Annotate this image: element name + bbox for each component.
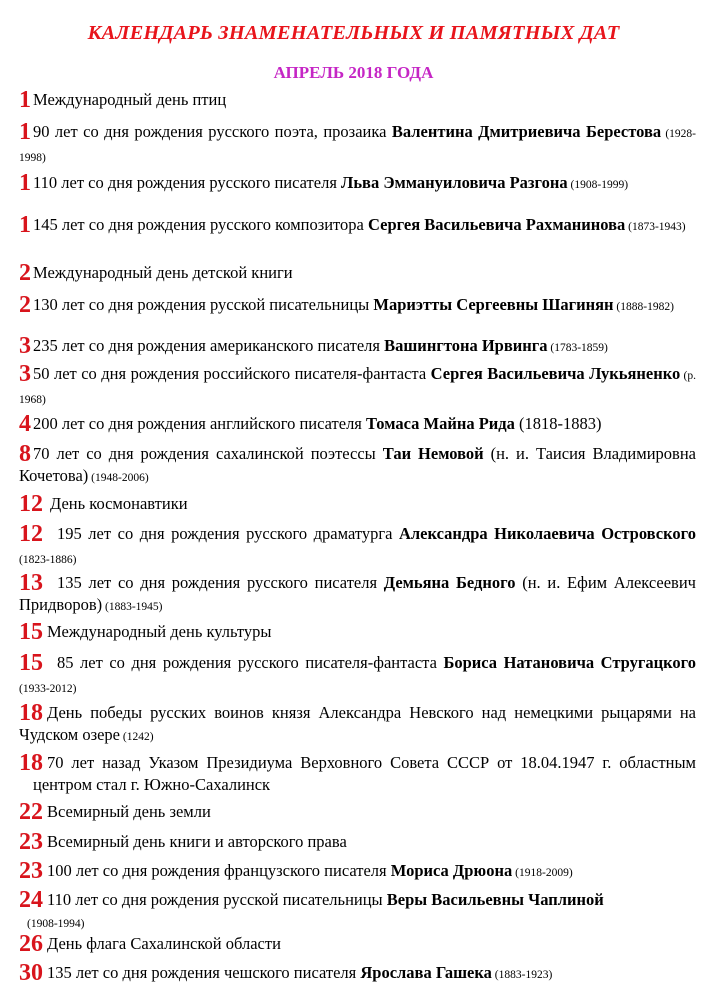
entry-text: 50 лет со дня рождения российского писателя-фантаста Сергея Васильевича Лукьяненко (р. 1968) [19, 364, 696, 406]
entry-text: 100 лет со дня рождения французского писателя Мориса Дрюона (1918-2009) [47, 861, 573, 880]
life-years: (1823-1886) [19, 554, 77, 566]
person-name: Сергея Васильевича Рахманинова [368, 215, 626, 234]
entry-text: 195 лет со дня рождения русского драматурга Александра Николаевича Островского (1823-1886) [19, 524, 696, 566]
life-years: (1928-1998) [19, 128, 696, 164]
month-subtitle: АПРЕЛЬ 2018 ГОДА [273, 63, 434, 82]
entry-text: 200 лет со дня рождения английского писателя Томаса Майна Рида (1818-1883) [33, 414, 602, 433]
life-years: (1908-1994) [27, 918, 85, 930]
person-name: Ярослава Гашека [360, 963, 492, 982]
life-years: (1783-1859) [547, 342, 608, 354]
calendar-entry [19, 172, 696, 196]
entry-day: 18 [19, 750, 43, 776]
entry-day: 8 [19, 441, 31, 467]
entry-day: 26 [19, 931, 43, 957]
entry-day: 2 [19, 260, 31, 286]
person-name: Александра Николаевича Островского [398, 524, 696, 543]
calendar-entry [19, 89, 696, 111]
entry-day: 2 [19, 292, 31, 318]
entry-text: 70 лет со дня рождения сахалинской поэтессы Таи Немовой (н. и. Таисия Владимировна Кочетова) (1948-2006) [19, 444, 696, 485]
real-name: Ефим Алексеевич Придворов [19, 573, 696, 614]
person-name: Вашингтона Ирвинга [384, 336, 548, 355]
calendar-entry [19, 889, 696, 935]
life-years: (1888-1982) [613, 301, 674, 313]
person-name: Мариэтты Сергеевны Шагинян [373, 295, 614, 314]
entry-text: 90 лет со дня рождения русского поэта, прозаика Валентина Дмитриевича Берестова (1928-1998) [19, 122, 696, 164]
person-name: Валентина Дмитриевича Берестова [391, 122, 662, 141]
life-years: (1883-1923) [491, 969, 553, 981]
entry-day: 1 [19, 212, 31, 238]
entry-text: 145 лет со дня рождения русского композитора Сергея Васильевича Рахманинова (1873-1943) [33, 215, 686, 234]
calendar-entry [19, 572, 696, 618]
life-years: (1242) [120, 731, 154, 743]
life-years: (1933-2012) [19, 683, 77, 695]
entry-text: 110 лет со дня рождения русской писательницы Веры Васильевны Чаплиной (1908-1994) [19, 889, 696, 935]
calendar-entry [19, 363, 696, 411]
entry-day: 23 [19, 858, 43, 884]
entry-day: 22 [19, 799, 43, 825]
person-name: Мориса Дрюона [390, 861, 513, 880]
entry-day: 18 [19, 700, 43, 726]
entry-text: 130 лет со дня рождения русской писательницы Мариэтты Сергеевны Шагинян (1888-1982) [33, 295, 674, 314]
life-years: (1818-1883) [514, 414, 602, 433]
entry-text: 85 лет со дня рождения русского писателя-фантаста Бориса Натановича Стругацкого (1933-2012) [19, 653, 697, 695]
entry-day: 4 [19, 411, 31, 437]
calendar-entry [19, 752, 696, 796]
calendar-entry [19, 523, 696, 571]
entry-day: 1 [19, 87, 31, 113]
entry-day: 3 [19, 361, 31, 387]
entry-text: 135 лет со дня рождения чешского писателя Ярослава Гашека (1883-1923) [47, 963, 553, 982]
calendar-entry [19, 121, 696, 169]
entry-text: Международный день детской книги [33, 263, 293, 282]
life-years: (1918-2009) [512, 867, 573, 879]
entry-day: 15 [19, 619, 43, 645]
calendar-entry [19, 493, 696, 515]
entry-text: Международный день птиц [33, 90, 227, 109]
calendar-entry [19, 443, 696, 489]
entry-text: День флага Сахалинской области [47, 934, 281, 953]
person-name: Льва Эммануиловича Разгона [341, 173, 568, 192]
calendar-entry [19, 621, 696, 643]
entry-text: 235 лет со дня рождения американского писателя Вашингтона Ирвинга (1783-1859) [33, 336, 608, 355]
calendar-entry [19, 413, 696, 435]
life-years: (1883-1945) [102, 601, 163, 613]
entry-text: День космонавтики [50, 494, 188, 513]
entry-day: 1 [19, 170, 31, 196]
page-title: КАЛЕНДАРЬ ЗНАМЕНАТЕЛЬНЫХ И ПАМЯТНЫХ ДАТ [87, 22, 620, 44]
real-name: Таисия Владимировна Кочетова [19, 444, 696, 485]
calendar-entry [19, 294, 696, 318]
life-years: (1948-2006) [88, 472, 149, 484]
entry-day: 23 [19, 829, 43, 855]
entry-text: 70 лет назад Указом Президиума Верховного Совета СССР от 18.04.1947 г. областным центром стал г. Южно-Сахалинск [33, 753, 696, 794]
entry-day: 24 [19, 887, 43, 913]
entry-text: Всемирный день книги и авторского права [47, 832, 347, 851]
calendar-entry [19, 801, 696, 823]
person-name: Таи Немовой [382, 444, 484, 463]
entry-day: 12 [19, 491, 43, 517]
entry-text: Всемирный день земли [47, 802, 211, 821]
life-years: (1873-1943) [625, 221, 686, 233]
entry-text: День победы русских воинов князя Александра Невского над немецкими рыцарями на Чудском озере (1242) [19, 703, 696, 744]
entry-text: Международный день культуры [47, 622, 272, 641]
calendar-entry [19, 933, 696, 955]
calendar-entry [19, 335, 696, 359]
calendar-entry [19, 702, 696, 748]
entry-day: 12 [19, 521, 43, 547]
calendar-entry [19, 652, 696, 700]
entry-text: 135 лет со дня рождения русского писателя Демьяна Бедного (н. и. Ефим Алексеевич Придворов) (1883-1945) [19, 573, 696, 614]
entry-day: 13 [19, 570, 43, 596]
person-name: Сергея Васильевича Лукьяненко [430, 364, 681, 383]
entry-day: 1 [19, 119, 31, 145]
entry-text: 110 лет со дня рождения русского писателя Льва Эммануиловича Разгона (1908-1999) [33, 173, 629, 192]
entry-day: 30 [19, 960, 43, 986]
entry-day: 3 [19, 333, 31, 359]
calendar-entry [19, 214, 696, 238]
calendar-entry [19, 860, 696, 884]
person-name: Томаса Майна Рида [366, 414, 515, 433]
calendar-entry [19, 262, 696, 284]
life-years: (р. 1968) [19, 370, 696, 406]
person-name: Веры Васильевны Чаплиной [386, 890, 604, 909]
person-name: Демьяна Бедного [383, 573, 516, 592]
person-name: Бориса Натановича Стругацкого [443, 653, 697, 672]
calendar-entry [19, 831, 696, 853]
entry-day: 15 [19, 650, 43, 676]
calendar-entry [19, 962, 696, 986]
life-years: (1908-1999) [567, 179, 629, 191]
